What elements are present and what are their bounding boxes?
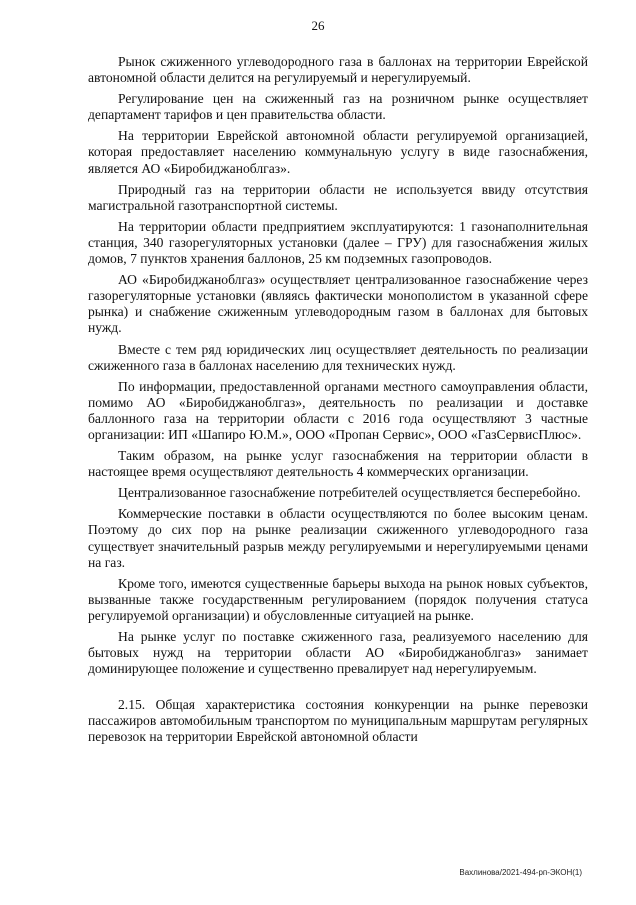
- paragraph: Кроме того, имеются существенные барьеры выхода на рынок новых субъектов, вызванные также государственным регулированием (порядок получения статуса регулируемой организации) и обусловленные ситуацией на рынке.: [88, 575, 588, 623]
- paragraph: На рынке услуг по поставке сжиженного газа, реализуемого населению для бытовых нужд на территории области АО «Биробиджаноблгаз» занимает доминирующее положение и существенно превалирует над нерегулируемым.: [88, 629, 588, 677]
- paragraph: Рынок сжиженного углеводородного газа в баллонах на территории Еврейской автономной области делится на регулируемый и нерегулируемый.: [88, 54, 588, 86]
- document-body: [88, 54, 588, 746]
- paragraph: Природный газ на территории области не используется ввиду отсутствия магистральной газотранспортной системы.: [88, 181, 588, 213]
- paragraph: Коммерческие поставки в области осуществляются по более высоким ценам. Поэтому до сих пор на рынке реализации сжиженного углеводородного газа существует значительный разрыв между регулируемыми и нерегулируемыми ценами на газ.: [88, 506, 588, 570]
- document-footer-reference: Вахлинова/2021-494-рп-ЭКОН(1): [459, 868, 582, 877]
- paragraph: Регулирование цен на сжиженный газ на розничном рынке осуществляет департамент тарифов и цен правительства области.: [88, 91, 588, 123]
- paragraph: На территории Еврейской автономной области регулируемой организацией, которая предоставляет населению коммунальную услугу в виде газоснабжения, является АО «Биробиджаноблгаз».: [88, 128, 588, 176]
- section-heading: 2.15. Общая характеристика состояния конкуренции на рынке перевозки пассажиров автомобильным транспортом по муниципальным маршрутам регулярных перевозок на территории Еврейской автономной области: [88, 697, 588, 745]
- paragraph: По информации, предоставленной органами местного самоуправления области, помимо АО «Биробиджаноблгаз», деятельность по реализации и доставке баллонного газа на территории области с 2016 года осуществляют 3 частные организации: ИП «Шапиро Ю.М.», ООО «Пропан Сервис», ООО «ГазСервисПлюс».: [88, 378, 588, 442]
- paragraph: Централизованное газоснабжение потребителей осуществляется бесперебойно.: [118, 485, 581, 501]
- page-number: 26: [311, 18, 325, 33]
- paragraph: На территории области предприятием эксплуатируются: 1 газонаполнительная станция, 340 газорегуляторных установки (далее – ГРУ) для газоснабжения жилых домов, 7 пунктов хранения баллонов, 25 км подземных газопроводов.: [88, 218, 588, 267]
- paragraph: Таким образом, на рынке услуг газоснабжения на территории области в настоящее время осуществляют деятельность 4 коммерческих организации.: [88, 448, 588, 480]
- paragraph: АО «Биробиджаноблгаз» осуществляет централизованное газоснабжение через газорегуляторные установки (являясь фактически монополистом в указанной сфере рынка) и снабжение сжиженным углеводородным газом в баллонах для бытовых нужд.: [88, 272, 588, 336]
- paragraph: Вместе с тем ряд юридических лиц осуществляет деятельность по реализации сжиженного газа в баллонах населению для технических нужд.: [88, 341, 588, 373]
